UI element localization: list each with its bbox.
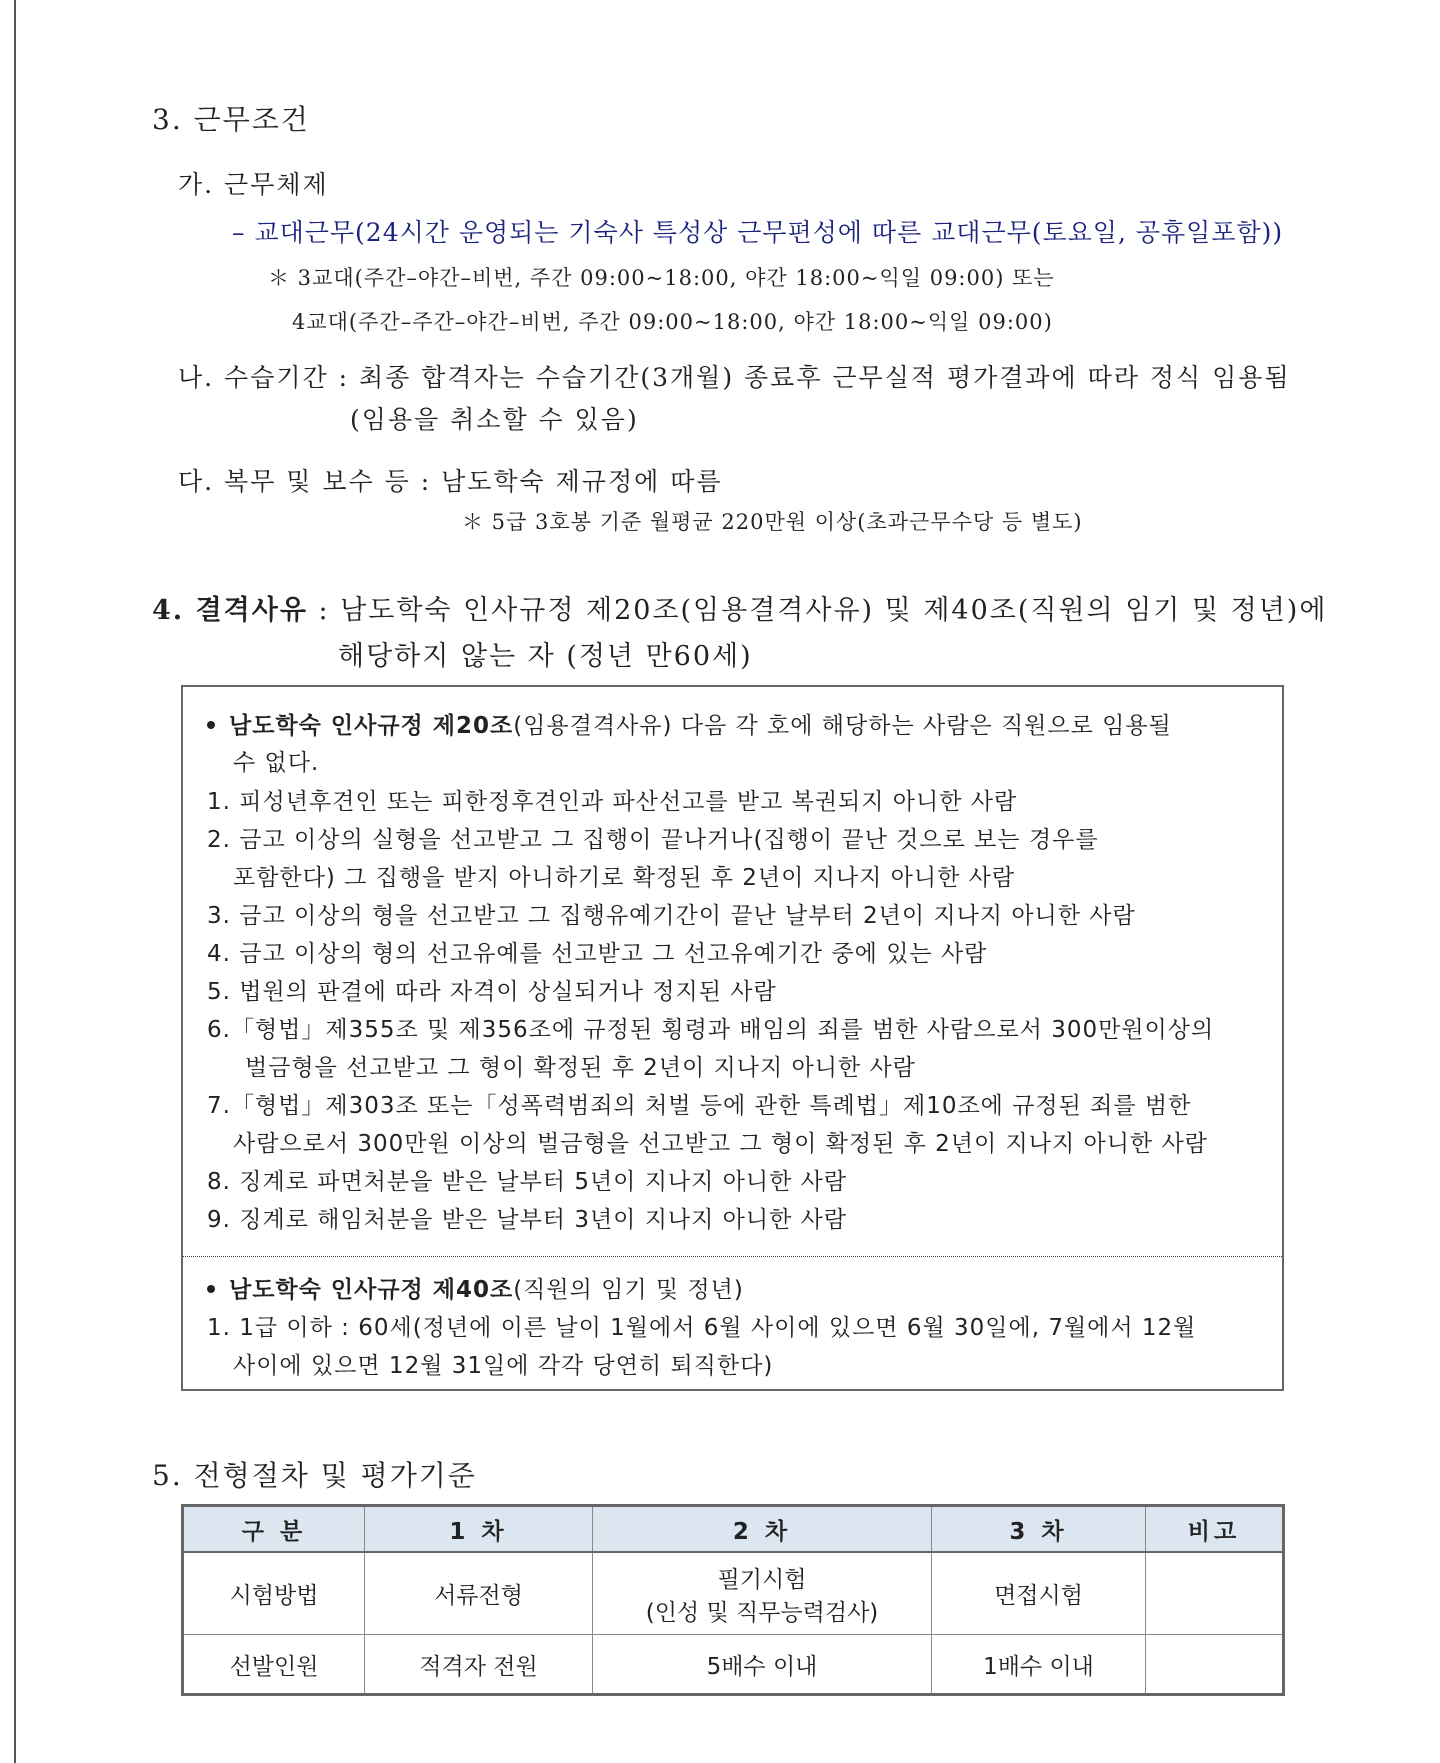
selection-table xyxy=(181,1504,1285,1696)
section3-ga-title: 가. 근무체제 xyxy=(178,170,329,199)
section3-title: 3. 근무조건 xyxy=(152,103,310,136)
table-cell: 시험방법 xyxy=(183,1552,365,1635)
table-header: 2 차 xyxy=(593,1506,932,1553)
art20-item: 7.「형법」제303조 또는「성폭력범죄의 처벌 등에 관한 특례법」제10조에 규정된 죄를 범한 xyxy=(207,1093,1192,1119)
art20-item: 사람으로서 300만원 이상의 벌금형을 선고받고 그 형이 확정된 후 2년이 지나지 아니한 사람 xyxy=(233,1131,1208,1157)
section4-label: 4. 결격사유 xyxy=(152,595,308,626)
table-cell xyxy=(593,1552,932,1635)
section3-da-note: ＊ 5급 3호봉 기준 월평균 220만원 이상(초과근무수당 등 별도) xyxy=(462,510,1083,534)
page-left-border xyxy=(14,0,16,1763)
art20-item: 8. 징계로 파면처분을 받은 날부터 5년이 지나지 아니한 사람 xyxy=(207,1169,848,1195)
art20-item: 4. 금고 이상의 형의 선고유예를 선고받고 그 선고유예기간 중에 있는 사람 xyxy=(207,941,988,967)
art20-item: 6.「형법」제355조 및 제356조에 규정된 횡령과 배임의 죄를 범한 사람으로서 300만원이상의 xyxy=(207,1017,1215,1043)
art20-rest: (임용결격사유) 다음 각 호에 해당하는 사람은 직원으로 임용될 xyxy=(513,713,1172,739)
table-header-row xyxy=(183,1506,1284,1553)
section5-title: 5. 전형절차 및 평가기준 xyxy=(152,1459,477,1492)
table-row xyxy=(183,1635,1284,1695)
art20-item: 1. 피성년후견인 또는 피한정후견인과 파산선고를 받고 복권되지 아니한 사람 xyxy=(207,789,1018,815)
art20-item: 3. 금고 이상의 형을 선고받고 그 집행유예기간이 끝난 날부터 2년이 지나지 아니한 사람 xyxy=(207,903,1136,929)
table-cell: 5배수 이내 xyxy=(593,1635,932,1695)
table-header: 구 분 xyxy=(183,1506,365,1553)
art20-cont: 수 없다. xyxy=(233,750,320,776)
table-cell: 적격자 전원 xyxy=(365,1635,593,1695)
section4-line1: : 남도학숙 인사규정 제20조(임용결격사유) 및 제40조(직원의 임기 및 정년)에 xyxy=(307,595,1328,626)
table-cell: 면접시험 xyxy=(932,1552,1146,1635)
art20-item: 5. 법원의 판결에 따라 자격이 상실되거나 정지된 사람 xyxy=(207,979,777,1005)
art20-item: 벌금형을 선고받고 그 형이 확정된 후 2년이 지나지 아니한 사람 xyxy=(245,1055,916,1081)
table-cell xyxy=(1146,1552,1284,1635)
art20-heading xyxy=(207,707,1172,740)
section3-ga-note1: ＊ 3교대(주간–야간–비번, 주간 09:00~18:00, 야간 18:00~익일 09:00) 또는 xyxy=(268,266,1055,290)
table-cell xyxy=(1146,1635,1284,1695)
art20-item: 포함한다) 그 집행을 받지 아니하기로 확정된 후 2년이 지나지 아니한 사람 xyxy=(233,865,1016,891)
bullet-icon xyxy=(207,1285,215,1293)
table-cell-line: (인성 및 직무능력검사) xyxy=(645,1599,879,1626)
section4-heading xyxy=(152,588,1327,627)
section4-line2: 해당하지 않는 자 (정년 만60세) xyxy=(338,641,753,672)
art40-bold: 남도학숙 인사규정 제40조 xyxy=(229,1277,514,1303)
art40-item: 사이에 있으면 12월 31일에 각각 당연히 퇴직한다) xyxy=(233,1353,774,1379)
table-cell: 1배수 이내 xyxy=(932,1635,1146,1695)
table-row xyxy=(183,1552,1284,1635)
art40-heading xyxy=(207,1271,744,1304)
art40-rest: (직원의 임기 및 정년) xyxy=(513,1277,744,1303)
section3-ga-item: – 교대근무(24시간 운영되는 기숙사 특성상 근무편성에 따른 교대근무(토요일, 공휴일포함)) xyxy=(232,218,1284,247)
art40-item: 1. 1급 이하 : 60세(정년에 이른 날이 1월에서 6월 사이에 있으면 6월 30일에, 7월에서 12월 xyxy=(207,1315,1197,1341)
section3-da-line1: 다. 복무 및 보수 등 : 남도학숙 제규정에 따름 xyxy=(178,467,723,496)
bullet-icon xyxy=(207,721,215,729)
section3-na-line1: 나. 수습기간 : 최종 합격자는 수습기간(3개월) 종료후 근무실적 평가결과에 따라 정식 임용됨 xyxy=(178,363,1291,392)
table-cell: 서류전형 xyxy=(365,1552,593,1635)
art20-bold: 남도학숙 인사규정 제20조 xyxy=(229,713,514,739)
table-cell: 선발인원 xyxy=(183,1635,365,1695)
table-header: 비고 xyxy=(1146,1506,1284,1553)
art20-item: 9. 징계로 해임처분을 받은 날부터 3년이 지나지 아니한 사람 xyxy=(207,1207,848,1233)
disqualification-box xyxy=(181,685,1284,1391)
art20-item: 2. 금고 이상의 실형을 선고받고 그 집행이 끝나거나(집행이 끝난 것으로 보는 경우를 xyxy=(207,827,1099,853)
table-header: 1 차 xyxy=(365,1506,593,1553)
section3-ga-note2: 4교대(주간–주간–야간–비번, 주간 09:00~18:00, 야간 18:00~익일 09:00) xyxy=(292,310,1053,334)
table-cell-line: 필기시험 xyxy=(717,1566,807,1593)
section3-na-line2: (임용을 취소할 수 있음) xyxy=(350,405,639,434)
box-divider xyxy=(183,1256,1282,1257)
table-header: 3 차 xyxy=(932,1506,1146,1553)
